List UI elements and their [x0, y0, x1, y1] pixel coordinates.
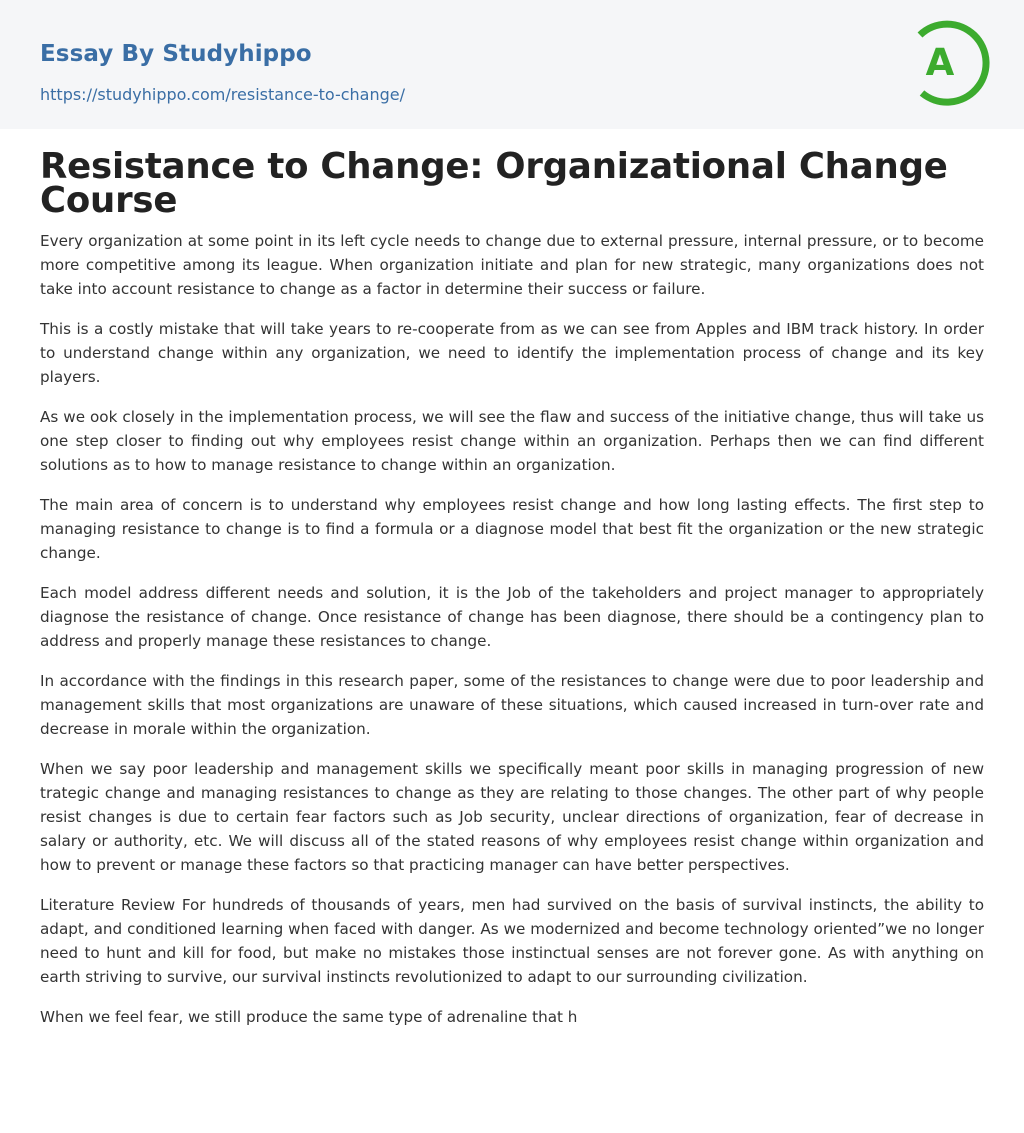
studyhippo-logo-icon[interactable]	[910, 18, 990, 106]
essay-paragraph: This is a costly mistake that will take years to re-cooperate from as we can see from Apples and IBM track history. In order to understand change within any organization, we need to identify the implementation process of change and its key players.	[40, 320, 984, 386]
essay-paragraph: When we say poor leadership and management skills we specifically meant poor skills in managing progression of new trategic change and managing resistances to change as they are relating to those changes. The other part of why people resist changes is due to certain fear factors such as Job security, unclear directions of organization, fear of decrease in salary or authority, etc. We will discuss all of the stated reasons of why employees resist change within organization and how to prevent or manage these factors so that practicing manager can have better perspectives.	[40, 760, 984, 874]
logo-letter: A	[925, 41, 955, 84]
essay-paragraph: The main area of concern is to understand why employees resist change and how long lasting effects. The first step to managing resistance to change is to find a formula or a diagnose model that best fit the organization or the new strategic change.	[40, 496, 984, 562]
essay-paragraph: In accordance with the findings in this research paper, some of the resistances to change were due to poor leadership and management skills that most organizations are unaware of these situations, which caused increased in turn-over rate and decrease in morale within the organization.	[40, 672, 984, 738]
essay-paragraph: Every organization at some point in its left cycle needs to change due to external pressure, internal pressure, or to become more competitive among its league. When organization initiate and plan for new strategic, many organizations does not take into account resistance to change as a factor in determine their success or failure.	[40, 232, 984, 298]
essay-content	[0, 129, 1024, 1029]
essay-paragraph: Literature Review For hundreds of thousands of years, men had survived on the basis of survival instincts, the ability to adapt, and conditioned learning when faced with danger. As we modernized and become technology oriented”we no longer need to hunt and kill for food, but make no mistakes those instinctual senses are not forever gone. As with anything on earth striving to survive, our survival instincts revolutionized to adapt to our surrounding civilization.	[40, 896, 984, 986]
brand-title: Essay By Studyhippo	[40, 41, 312, 67]
essay-paragraph: Each model address different needs and solution, it is the Job of the takeholders and project manager to appropriately diagnose the resistance of change. Once resistance of change has been diagnose, there should be a contingency plan to address and properly manage these resistances to change.	[40, 584, 984, 650]
essay-paragraph: When we feel fear, we still produce the same type of adrenaline that h	[40, 1008, 578, 1026]
essay-paragraph: As we ook closely in the implementation process, we will see the flaw and success of the initiative change, thus will take us one step closer to finding out why employees resist change within an organization. Perhaps then we can find different solutions as to how to manage resistance to change within an organization.	[40, 408, 984, 474]
essay-title: Resistance to Change: Organizational Change Course	[40, 146, 948, 221]
page-header	[0, 0, 1024, 129]
source-url-link[interactable]: https://studyhippo.com/resistance-to-change/	[40, 85, 406, 104]
